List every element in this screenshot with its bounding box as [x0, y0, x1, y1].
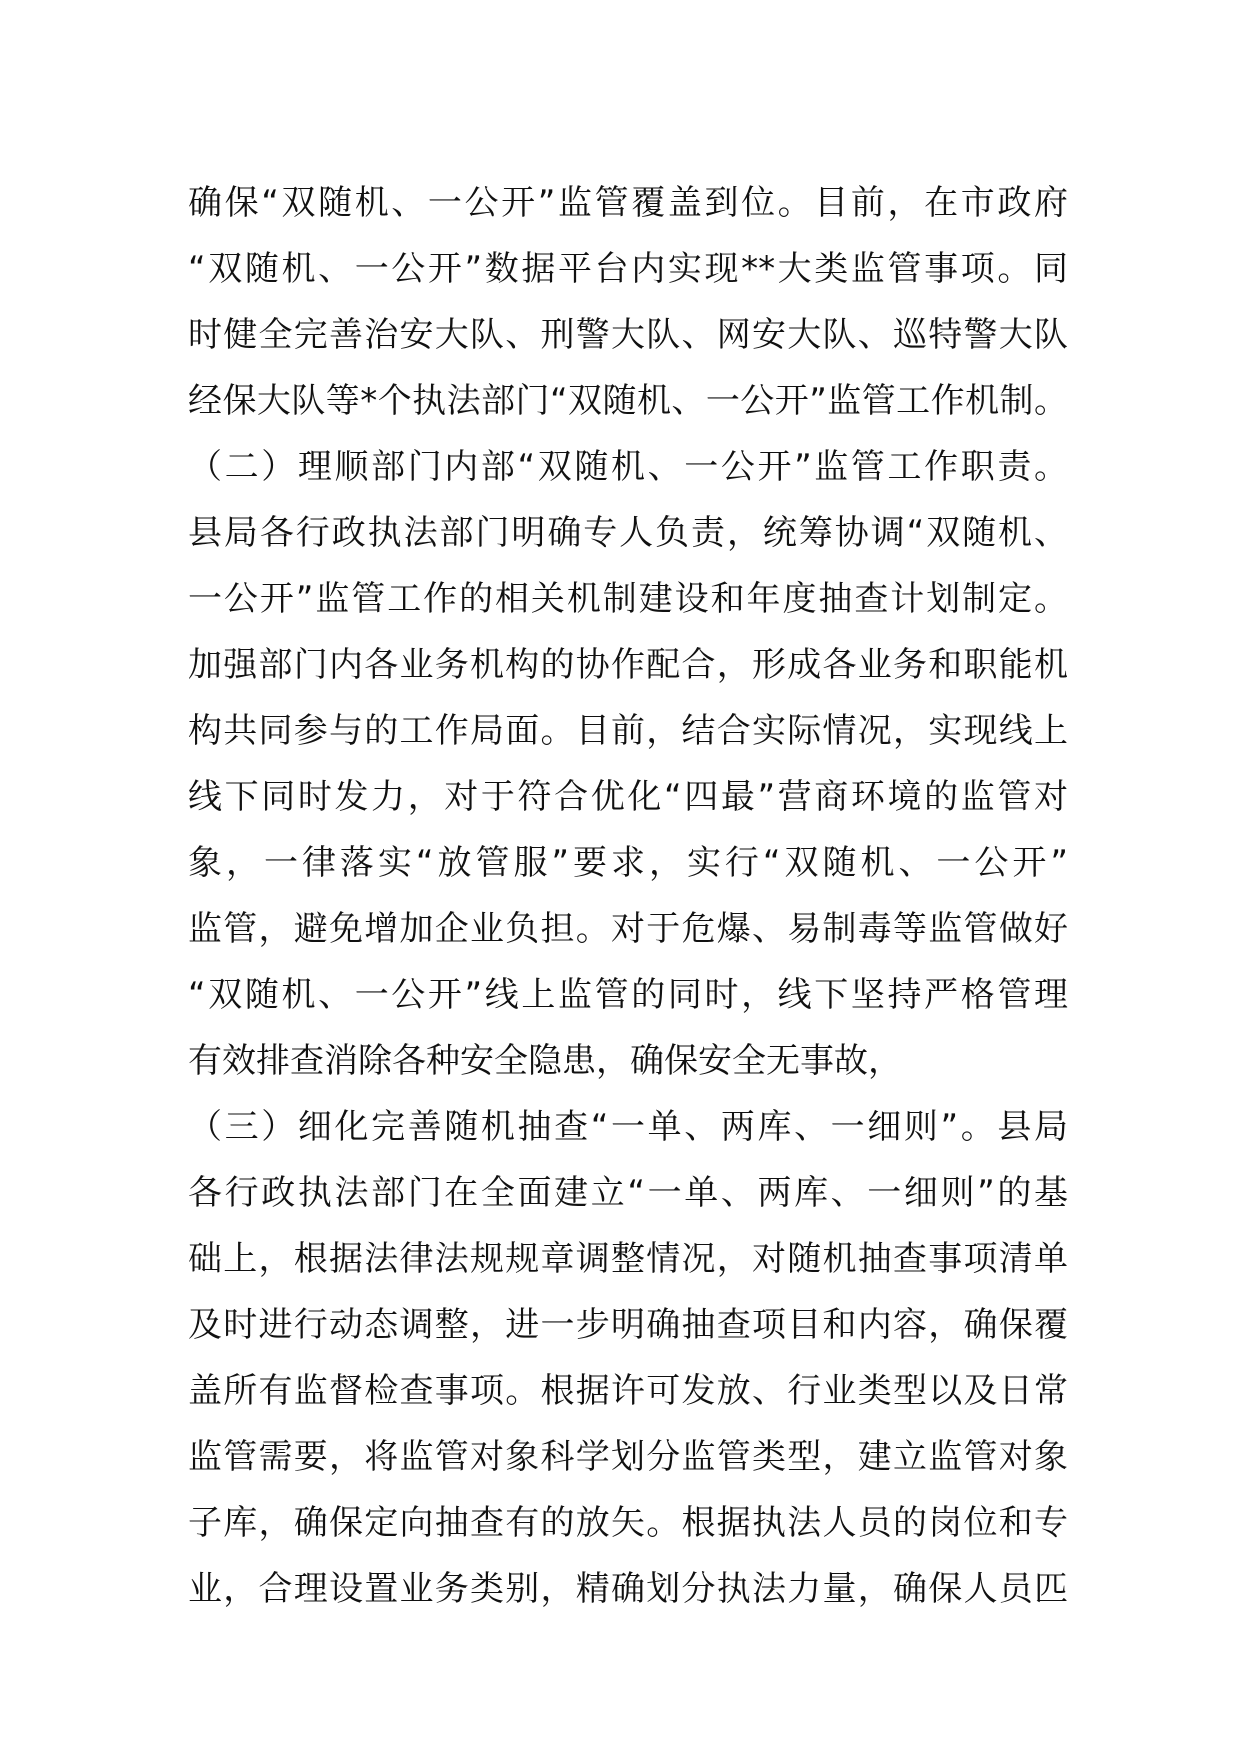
text-line: 一公开”监管工作的相关机制建设和年度抽查计划制定。: [188, 579, 1068, 619]
text-line: 有效排查消除各种安全隐患，确保安全无事故，: [188, 1041, 902, 1081]
text-line: 县局各行政执法部门明确专人负责，统筹协调“双随机、: [188, 513, 1068, 553]
text-line: 础上，根据法律法规规章调整情况，对随机抽查事项清单: [188, 1239, 1068, 1279]
text-line: 监管需要，将监管对象科学划分监管类型，建立监管对象: [188, 1437, 1068, 1477]
text-line: 各行政执法部门在全面建立“一单、两库、一细则”的基: [188, 1173, 1068, 1213]
text-line: “双随机、一公开”数据平台内实现**大类监管事项。同: [188, 249, 1068, 289]
text-line: 线下同时发力，对于符合优化“四最”营商环境的监管对: [188, 777, 1068, 817]
text-line: 盖所有监督检查事项。根据许可发放、行业类型以及日常: [188, 1371, 1068, 1411]
text-line: 业，合理设置业务类别，精确划分执法力量，确保人员匹: [188, 1569, 1068, 1609]
text-line: 象，一律落实“放管服”要求，实行“双随机、一公开”: [188, 843, 1068, 883]
text-line: 及时进行动态调整，进一步明确抽查项目和内容，确保覆: [188, 1305, 1068, 1345]
section-heading-3: （三）细化完善随机抽查“一单、两库、一细则”。县局: [188, 1107, 1068, 1147]
section-heading-2: （二）理顺部门内部“双随机、一公开”监管工作职责。: [188, 447, 1068, 487]
text-line: 加强部门内各业务机构的协作配合，形成各业务和职能机: [188, 645, 1068, 685]
text-line: 构共同参与的工作局面。目前，结合实际情况，实现线上: [188, 711, 1068, 751]
text-line: “双随机、一公开”线上监管的同时，线下坚持严格管理: [188, 975, 1068, 1015]
body-text: [188, 170, 1068, 1622]
text-line: 确保“双随机、一公开”监管覆盖到位。目前，在市政府: [188, 183, 1068, 223]
text-line: 经保大队等*个执法部门“双随机、一公开”监管工作机制。: [188, 381, 1068, 421]
text-line: 时健全完善治安大队、刑警大队、网安大队、巡特警大队: [188, 315, 1068, 355]
text-line: 监管，避免增加企业负担。对于危爆、易制毒等监管做好: [188, 909, 1068, 949]
text-line: 子库，确保定向抽查有的放矢。根据执法人员的岗位和专: [188, 1503, 1068, 1543]
